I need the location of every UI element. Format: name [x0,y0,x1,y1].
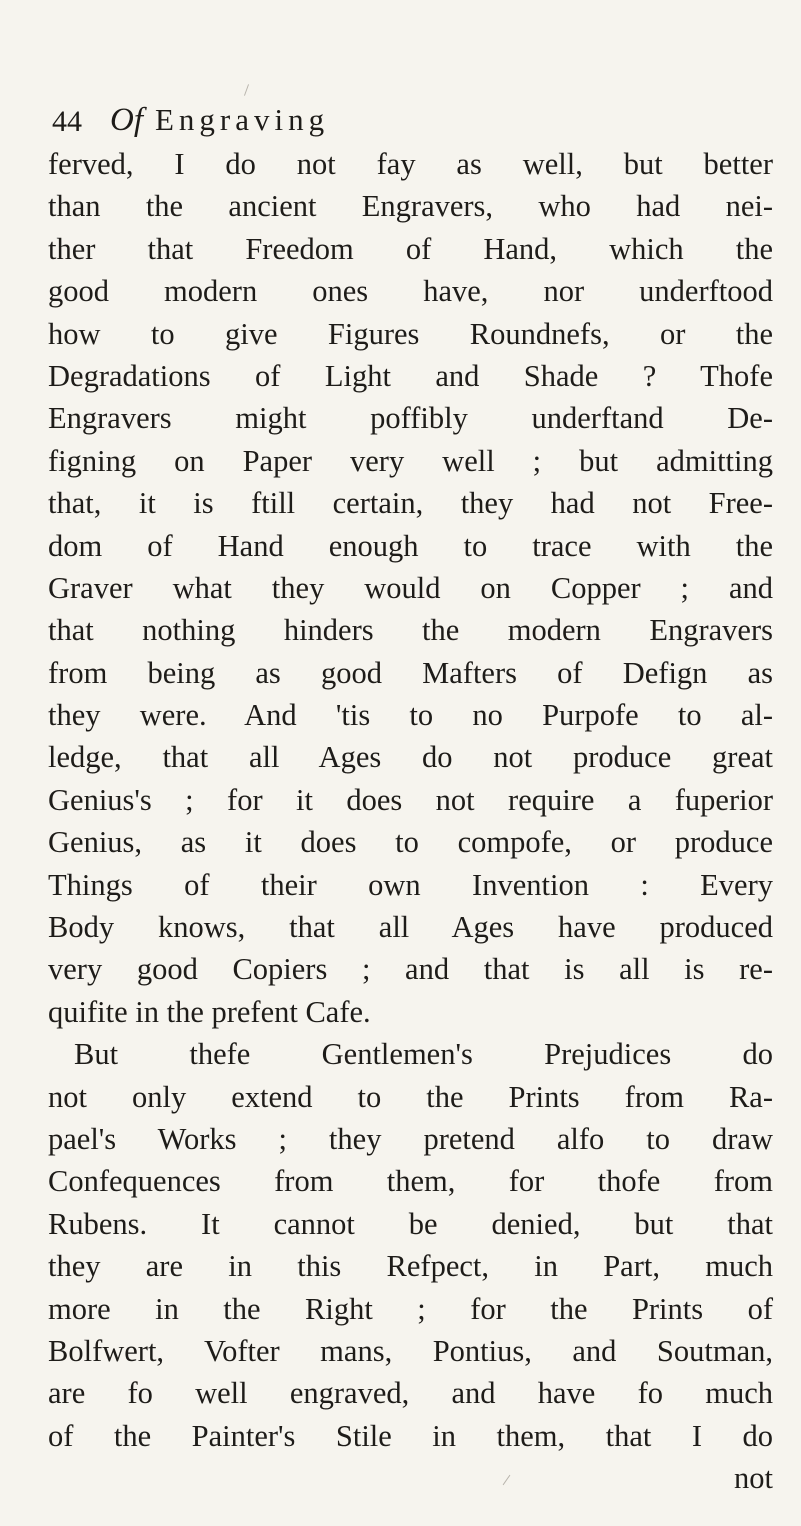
text-line: of the Painter's Stile in them, that I do [48,1418,773,1453]
running-head-of: Of [110,102,143,138]
text-line: dom of Hand enough to trace with the [48,528,773,563]
page-number: 44 [52,105,82,138]
text-line: not only extend to the Prints from Ra- [48,1079,773,1114]
text-line: Rubens. It cannot be denied, but that [48,1206,773,1241]
text-line: Things of their own Invention : Every [48,867,773,902]
text-line: ther that Freedom of Hand, which the [48,231,773,266]
text-line: how to give Figures Roundnefs, or the [48,316,773,351]
text-line: good modern ones have, nor underftood [48,274,773,309]
page-header [48,96,768,144]
text-line: very good Copiers ; and that is all is re- [48,952,773,987]
text-line: But thefe Gentlemen's Prejudices do [74,1037,773,1072]
text-line: that nothing hinders the modern Engravers [48,613,773,648]
text-line: ledge, that all Ages do not produce great [48,740,773,775]
text-line: they are in this Refpect, in Part, much [48,1249,773,1284]
text-line: they were. And 'tis to no Purpofe to al- [48,698,773,733]
text-line: Engravers might poffibly underftand De- [48,401,773,436]
text-line: more in the Right ; for the Prints of [48,1291,773,1326]
text-line: from being as good Mafters of Defign as [48,655,773,690]
text-line: than the ancient Engravers, who had nei- [48,189,773,224]
text-line: Confequences from them, for thofe from [48,1164,773,1199]
paper-speck [244,84,249,96]
running-head [110,96,329,144]
text-line: Body knows, that all Ages have produced [48,910,773,945]
text-line: that, it is ftill certain, they had not Free- [48,486,773,521]
text-line: Bolfwert, Vofter mans, Pontius, and Soutman, [48,1333,773,1368]
text-line: Genius's ; for it does not require a fuperior [48,782,773,817]
text-line: quifite in the prefent Cafe. [48,994,371,1029]
text-line: figning on Paper very well ; but admitting [48,443,773,478]
body-text [48,143,773,1500]
text-line: pael's Works ; they pretend alfo to draw [48,1121,773,1156]
catchword: not [734,1461,773,1496]
text-line: Graver what they would on Copper ; and [48,570,773,605]
text-line: ferved, I do not fay as well, but better [48,147,773,181]
text-line: Genius, as it does to compofe, or produce [48,825,773,860]
text-line: Degradations of Light and Shade ? Thofe [48,358,773,393]
running-head-title: Engraving [155,102,330,137]
text-line: are fo well engraved, and have fo much [48,1376,773,1411]
